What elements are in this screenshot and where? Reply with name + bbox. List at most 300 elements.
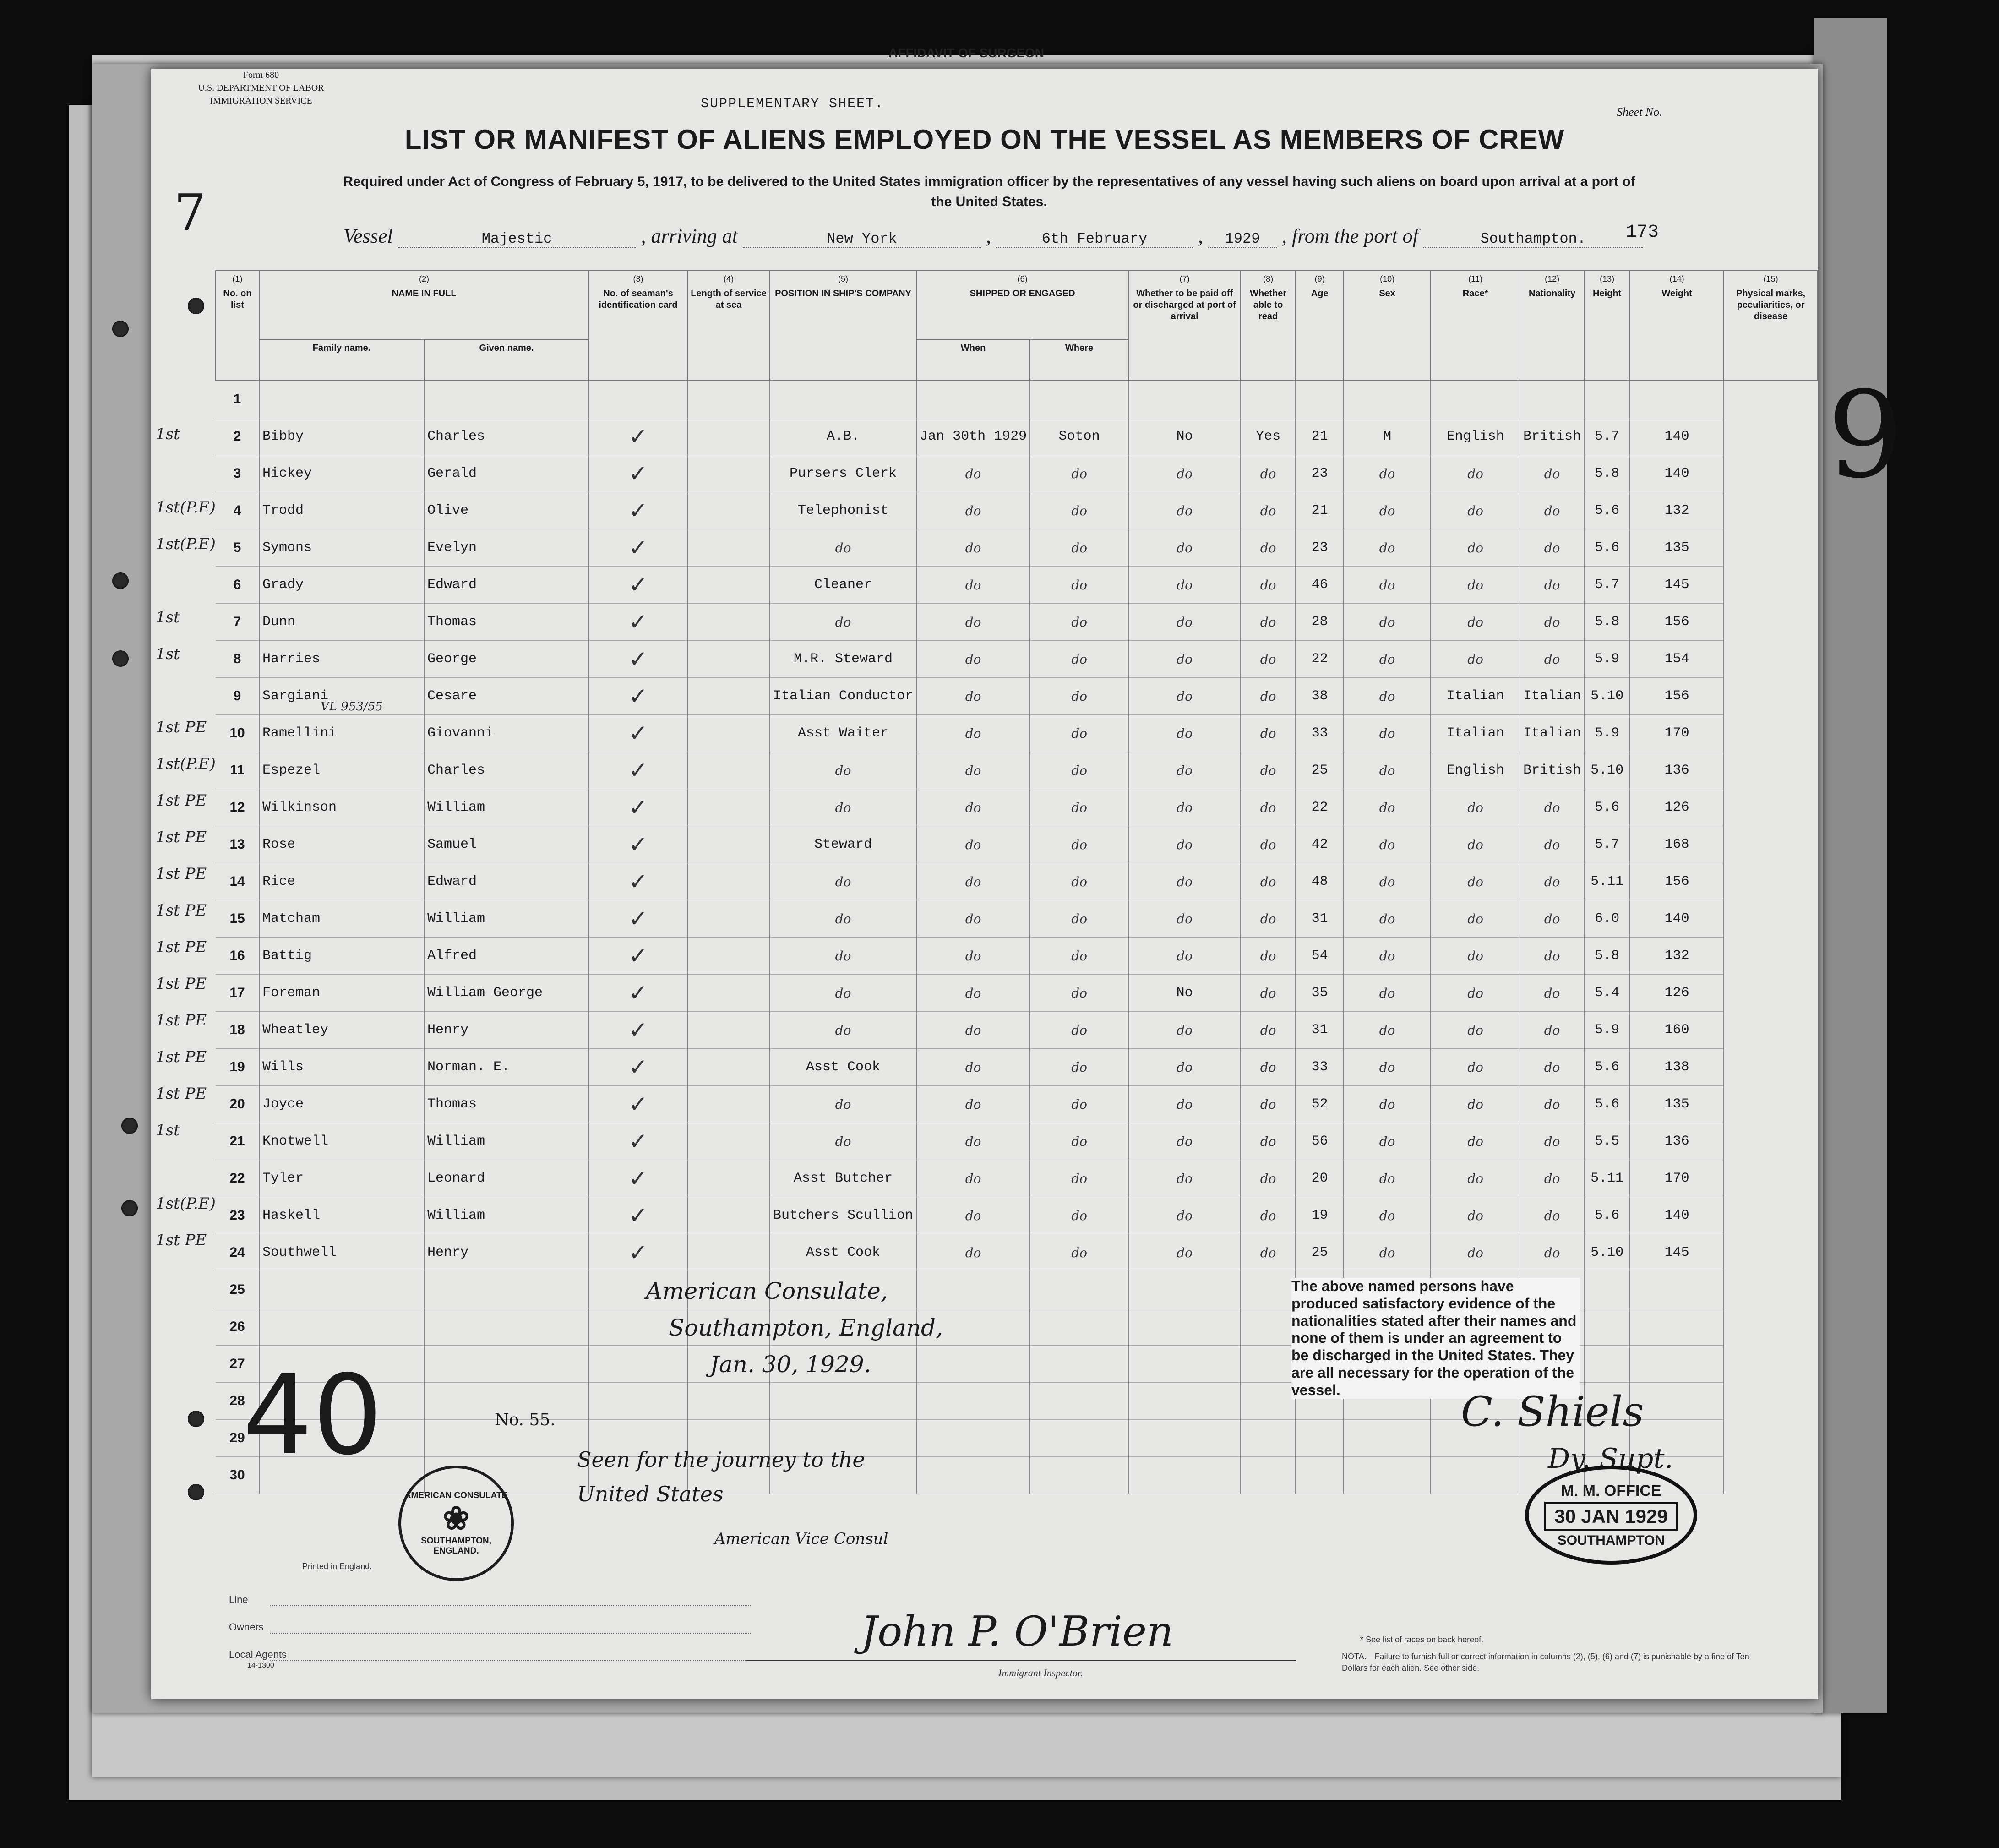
cell-age: 22 xyxy=(1296,641,1344,678)
binder-hole xyxy=(188,298,204,314)
cell-shipped-when: do xyxy=(916,1012,1030,1049)
cell-sex: do xyxy=(1344,529,1431,567)
cell-family-name: Dunn xyxy=(259,604,424,641)
cell-given-name: Charles xyxy=(424,418,589,455)
checkmark-icon: ✓ xyxy=(589,641,687,678)
cell-height xyxy=(1584,381,1630,418)
cell-able-to-read: do xyxy=(1241,604,1296,641)
cell-position: do xyxy=(770,789,916,826)
table-row xyxy=(216,418,1818,455)
cell-age xyxy=(1296,381,1344,418)
cell-family-name: Harries xyxy=(259,641,424,678)
table-row xyxy=(216,1234,1818,1271)
cell-able-to-read: do xyxy=(1241,455,1296,492)
cell-given-name: Giovanni xyxy=(424,715,589,752)
col-sex-header: (10) Sex xyxy=(1344,271,1431,381)
cell-given-name: Edward xyxy=(424,863,589,900)
cell-row-number: 30 xyxy=(216,1457,259,1494)
cell-family-name: Bibby xyxy=(259,418,424,455)
cell-position: Asst Cook xyxy=(770,1234,916,1271)
cell-row-number: 7 xyxy=(216,604,259,641)
cell-height: 5.10 xyxy=(1584,678,1630,715)
service-label: IMMIGRATION SERVICE xyxy=(210,96,312,106)
cell-height: 5.11 xyxy=(1584,863,1630,900)
cell-paid-off: do xyxy=(1128,826,1241,863)
vessel-label: Vessel xyxy=(343,225,393,247)
cell-weight: 156 xyxy=(1630,863,1724,900)
col-shipped-header: (6) SHIPPED OR ENGAGED xyxy=(916,271,1128,339)
cell-shipped-where: do xyxy=(1030,1160,1128,1197)
cell-height: 5.6 xyxy=(1584,492,1630,529)
cell-shipped-where: do xyxy=(1030,1234,1128,1271)
cell-age: 54 xyxy=(1296,938,1344,975)
cell-family-name: Southwell xyxy=(259,1234,424,1271)
cell-service-length xyxy=(687,789,770,826)
binder-hole xyxy=(112,650,129,667)
cell-height: 5.9 xyxy=(1584,641,1630,678)
cell-id-card-check xyxy=(589,381,687,418)
cell-position: Telephonist xyxy=(770,492,916,529)
col-name-header: (2) NAME IN FULL xyxy=(259,271,589,339)
cell-given-name: Thomas xyxy=(424,1086,589,1123)
cell-shipped-where: do xyxy=(1030,1049,1128,1086)
cell-weight: 126 xyxy=(1630,789,1724,826)
cell-family-name: Foreman xyxy=(259,975,424,1012)
cell-given-name: William xyxy=(424,1197,589,1234)
cell-age xyxy=(1296,1420,1344,1457)
margin-annotation: 1st PE xyxy=(156,1048,207,1066)
table-row xyxy=(216,455,1818,492)
consulate-stamp-bottom: SOUTHAMPTON, ENGLAND. xyxy=(421,1536,491,1556)
cell-age: 28 xyxy=(1296,604,1344,641)
cell-age xyxy=(1296,1457,1344,1494)
table-row xyxy=(216,678,1818,715)
cell-weight: 136 xyxy=(1630,1123,1724,1160)
cell-race: do xyxy=(1431,455,1520,492)
cell-family-name: Grady xyxy=(259,567,424,604)
cell-given-name: Norman. E. xyxy=(424,1049,589,1086)
cell-sex xyxy=(1344,381,1431,418)
cell-weight: 145 xyxy=(1630,1234,1724,1271)
from-label: , from the port of xyxy=(1281,225,1418,247)
cell-position: do xyxy=(770,1086,916,1123)
office-date-stamp xyxy=(1525,1466,1697,1565)
cell-family-name: Espezel xyxy=(259,752,424,789)
margin-annotation: 1st(P.E) xyxy=(156,755,216,773)
margin-annotation: 1st(P.E) xyxy=(156,535,216,553)
cell-shipped-when: do xyxy=(916,1197,1030,1234)
top-edge-text: AFFIDAVIT OF SURGEON xyxy=(888,46,1045,60)
checkmark-icon: ✓ xyxy=(589,752,687,789)
table-row xyxy=(216,938,1818,975)
cell-row-number: 1 xyxy=(216,381,259,418)
table-row xyxy=(216,1086,1818,1123)
cell-race: do xyxy=(1431,529,1520,567)
cell-race xyxy=(1431,1457,1520,1494)
cell-paid-off xyxy=(1128,1346,1241,1383)
cell-service-length xyxy=(687,1160,770,1197)
cell-family-name xyxy=(259,1271,424,1308)
cell-shipped-when: do xyxy=(916,715,1030,752)
margin-annotation: 1st(P.E) xyxy=(156,1194,216,1213)
cell-height: 5.10 xyxy=(1584,752,1630,789)
right-signature: C. Shiels xyxy=(1461,1388,1644,1436)
cell-shipped-when: do xyxy=(916,1049,1030,1086)
table-row xyxy=(216,975,1818,1012)
cell-given-name xyxy=(424,381,589,418)
cell-race: do xyxy=(1431,1197,1520,1234)
cell-shipped-where xyxy=(1030,381,1128,418)
cell-able-to-read: do xyxy=(1241,678,1296,715)
cell-able-to-read: do xyxy=(1241,529,1296,567)
cell-nationality: do xyxy=(1520,641,1584,678)
cell-shipped-when xyxy=(916,1420,1030,1457)
checkmark-icon: ✓ xyxy=(589,1012,687,1049)
cell-given-name: William George xyxy=(424,975,589,1012)
cell-position: Asst Butcher xyxy=(770,1160,916,1197)
cell-shipped-when: do xyxy=(916,678,1030,715)
cell-shipped-when: do xyxy=(916,975,1030,1012)
cell-service-length xyxy=(687,418,770,455)
printed-label: Printed in England. xyxy=(302,1562,372,1571)
cell-service-length xyxy=(687,938,770,975)
checkmark-icon: ✓ xyxy=(589,975,687,1012)
cell-given-name: Charles xyxy=(424,752,589,789)
cell-race: Italian xyxy=(1431,678,1520,715)
cell-row-number: 23 xyxy=(216,1197,259,1234)
cell-able-to-read: do xyxy=(1241,975,1296,1012)
checkmark-icon: ✓ xyxy=(589,492,687,529)
cell-able-to-read: do xyxy=(1241,1160,1296,1197)
form-identifier xyxy=(179,69,343,107)
cell-shipped-where: do xyxy=(1030,567,1128,604)
cell-height xyxy=(1584,1271,1630,1308)
cell-sex: do xyxy=(1344,455,1431,492)
cell-height: 5.6 xyxy=(1584,529,1630,567)
cell-height: 5.7 xyxy=(1584,567,1630,604)
cell-shipped-where xyxy=(1030,1308,1128,1346)
cell-service-length xyxy=(687,567,770,604)
cell-shipped-when: do xyxy=(916,900,1030,938)
cell-shipped-where: do xyxy=(1030,938,1128,975)
cell-height: 5.11 xyxy=(1584,1160,1630,1197)
cell-row-number: 22 xyxy=(216,1160,259,1197)
arrival-year: 1929 xyxy=(1208,230,1277,248)
cell-position: do xyxy=(770,863,916,900)
cell-weight: 136 xyxy=(1630,752,1724,789)
binder-hole xyxy=(188,1484,204,1500)
page-subtitle: Required under Act of Congress of February 5, 1917, to be delivered to the United States immigration officer by the representatives of any vessel having such aliens on board upon arrival at a port of the United States. xyxy=(343,174,1635,209)
cell-height xyxy=(1584,1346,1630,1383)
cell-position: do xyxy=(770,1012,916,1049)
cell-position: do xyxy=(770,752,916,789)
cell-sex xyxy=(1344,1457,1431,1494)
cell-family-name: Knotwell xyxy=(259,1123,424,1160)
cell-race: do xyxy=(1431,826,1520,863)
cell-nationality: Italian xyxy=(1520,715,1584,752)
cell-position: Butchers Scullion xyxy=(770,1197,916,1234)
checkmark-icon: ✓ xyxy=(589,826,687,863)
cell-age: 21 xyxy=(1296,418,1344,455)
department-label: U.S. DEPARTMENT OF LABOR xyxy=(198,83,324,93)
cell-shipped-where: do xyxy=(1030,826,1128,863)
col-read-header: (8) Whether able to read xyxy=(1241,271,1296,381)
cell-able-to-read: do xyxy=(1241,900,1296,938)
checkmark-icon: ✓ xyxy=(589,567,687,604)
cell-height: 5.7 xyxy=(1584,418,1630,455)
cell-weight: 135 xyxy=(1630,1086,1724,1123)
cell-service-length xyxy=(687,529,770,567)
table-row xyxy=(216,604,1818,641)
col-position-header: (5) POSITION IN SHIP'S COMPANY xyxy=(770,271,916,381)
cell-race: do xyxy=(1431,900,1520,938)
cell-position: Asst Cook xyxy=(770,1049,916,1086)
corner-mark: 7 xyxy=(174,183,206,242)
col-paid-off-header: (7) Whether to be paid off or discharged at port of arrival xyxy=(1128,271,1241,381)
cell-shipped-when xyxy=(916,1346,1030,1383)
cell-height: 5.6 xyxy=(1584,1049,1630,1086)
cell-shipped-where: do xyxy=(1030,492,1128,529)
cell-sex: do xyxy=(1344,678,1431,715)
cell-service-length xyxy=(687,1086,770,1123)
inspector-label: Immigrant Inspector. xyxy=(998,1667,1083,1679)
cell-given-name: Cesare xyxy=(424,678,589,715)
cell-nationality: British xyxy=(1520,752,1584,789)
cell-row-number: 26 xyxy=(216,1308,259,1346)
cell-service-length xyxy=(687,1123,770,1160)
cell-age: 56 xyxy=(1296,1123,1344,1160)
cell-row-number: 14 xyxy=(216,863,259,900)
cell-family-name: Trodd xyxy=(259,492,424,529)
cell-given-name: Edward xyxy=(424,567,589,604)
cell-race xyxy=(1431,381,1520,418)
cell-height: 5.8 xyxy=(1584,604,1630,641)
cell-weight: 140 xyxy=(1630,1197,1724,1234)
cell-row-number: 25 xyxy=(216,1271,259,1308)
cell-row-number: 28 xyxy=(216,1383,259,1420)
cell-shipped-where: do xyxy=(1030,1123,1128,1160)
cell-race: do xyxy=(1431,1012,1520,1049)
cell-weight: 154 xyxy=(1630,641,1724,678)
cell-row-number: 4 xyxy=(216,492,259,529)
cell-nationality: do xyxy=(1520,1197,1584,1234)
cell-race: do xyxy=(1431,492,1520,529)
checkmark-icon: ✓ xyxy=(589,455,687,492)
cell-height: 5.6 xyxy=(1584,1197,1630,1234)
cell-age: 19 xyxy=(1296,1197,1344,1234)
cell-sex: do xyxy=(1344,567,1431,604)
cell-shipped-where: do xyxy=(1030,529,1128,567)
checkmark-icon: ✓ xyxy=(589,1160,687,1197)
cell-weight: 170 xyxy=(1630,1160,1724,1197)
manifest-sheet xyxy=(151,69,1818,1699)
cell-row-number: 19 xyxy=(216,1049,259,1086)
nota-footnote: NOTA.—Failure to furnish full or correct information in columns (2), (5), (6) and (7) is punishable by a fine of Ten Dollars for each alien. See other side. xyxy=(1342,1652,1749,1673)
margin-annotation: 1st PE xyxy=(156,1085,207,1103)
cell-nationality: Italian xyxy=(1520,678,1584,715)
footer-owners-label: Owners xyxy=(229,1621,264,1633)
checkmark-icon: ✓ xyxy=(589,678,687,715)
table-row xyxy=(216,715,1818,752)
cell-position: do xyxy=(770,938,916,975)
table-row xyxy=(216,1012,1818,1049)
cell-sex xyxy=(1344,1420,1431,1457)
cell-row-number: 3 xyxy=(216,455,259,492)
cell-nationality: do xyxy=(1520,455,1584,492)
cell-shipped-when: do xyxy=(916,1086,1030,1123)
cell-able-to-read: do xyxy=(1241,1086,1296,1123)
cell-family-name xyxy=(259,1308,424,1346)
cell-weight: 132 xyxy=(1630,938,1724,975)
cell-shipped-where: do xyxy=(1030,752,1128,789)
footer-line-label: Line xyxy=(229,1594,248,1605)
cell-family-name: Rose xyxy=(259,826,424,863)
cell-family-name: Ramellini xyxy=(259,715,424,752)
cell-able-to-read xyxy=(1241,1457,1296,1494)
cell-race: English xyxy=(1431,418,1520,455)
cell-shipped-where: Soton xyxy=(1030,418,1128,455)
cell-paid-off: No xyxy=(1128,418,1241,455)
cell-family-name: Wills xyxy=(259,1049,424,1086)
cell-shipped-when xyxy=(916,1457,1030,1494)
cell-race: do xyxy=(1431,604,1520,641)
cell-sex: do xyxy=(1344,492,1431,529)
cell-paid-off: do xyxy=(1128,1197,1241,1234)
table-row xyxy=(216,529,1818,567)
checkmark-icon: ✓ xyxy=(589,900,687,938)
cell-sex: do xyxy=(1344,1086,1431,1123)
col-nationality-header: (12) Nationality xyxy=(1520,271,1584,381)
cell-shipped-where: do xyxy=(1030,641,1128,678)
cell-paid-off: do xyxy=(1128,678,1241,715)
cell-race: Italian xyxy=(1431,715,1520,752)
cell-height: 5.4 xyxy=(1584,975,1630,1012)
cell-age: 52 xyxy=(1296,1086,1344,1123)
cell-row-number: 20 xyxy=(216,1086,259,1123)
cell-shipped-when: do xyxy=(916,1234,1030,1271)
cell-family-name: Wilkinson xyxy=(259,789,424,826)
cell-given-name: William xyxy=(424,789,589,826)
cell-shipped-where: do xyxy=(1030,789,1128,826)
seen-note-line1: Seen for the journey to the xyxy=(577,1447,865,1472)
cell-position: A.B. xyxy=(770,418,916,455)
cell-race: do xyxy=(1431,1160,1520,1197)
cell-row-number: 24 xyxy=(216,1234,259,1271)
cell-able-to-read xyxy=(1241,1346,1296,1383)
cell-weight: 160 xyxy=(1630,1012,1724,1049)
cell-shipped-where xyxy=(1030,1383,1128,1420)
cell-able-to-read: do xyxy=(1241,1123,1296,1160)
table-row xyxy=(216,567,1818,604)
inspector-signature: John P. O'Brien xyxy=(861,1608,1174,1656)
cell-nationality: do xyxy=(1520,1123,1584,1160)
cell-service-length xyxy=(687,492,770,529)
cell-able-to-read: do xyxy=(1241,752,1296,789)
cell-height: 5.10 xyxy=(1584,1234,1630,1271)
cell-given-name: William xyxy=(424,1123,589,1160)
cell-service-length xyxy=(687,1383,770,1420)
cell-nationality: do xyxy=(1520,938,1584,975)
cell-sex: do xyxy=(1344,715,1431,752)
cell-service-length xyxy=(687,975,770,1012)
cell-weight: 140 xyxy=(1630,455,1724,492)
col-race-header: (11) Race* xyxy=(1431,271,1520,381)
checkmark-icon: ✓ xyxy=(589,604,687,641)
vessel-name: Majestic xyxy=(398,230,636,248)
cell-shipped-when: do xyxy=(916,1123,1030,1160)
cell-age: 23 xyxy=(1296,529,1344,567)
cell-service-length xyxy=(687,863,770,900)
cell-sex: do xyxy=(1344,1123,1431,1160)
cell-shipped-where: do xyxy=(1030,1012,1128,1049)
cell-service-length xyxy=(687,381,770,418)
side-number: 9 xyxy=(1827,366,1903,505)
departure-port: Southampton. xyxy=(1423,230,1643,248)
cell-height: 6.0 xyxy=(1584,900,1630,938)
checkmark-icon: ✓ xyxy=(589,715,687,752)
cell-sex: do xyxy=(1344,604,1431,641)
footer-agents-rule xyxy=(270,1660,751,1661)
cell-height: 5.9 xyxy=(1584,1012,1630,1049)
cell-family-name: Battig xyxy=(259,938,424,975)
cell-age: 20 xyxy=(1296,1160,1344,1197)
cell-nationality: do xyxy=(1520,1234,1584,1271)
cell-race: do xyxy=(1431,1049,1520,1086)
cell-height: 5.6 xyxy=(1584,789,1630,826)
cell-paid-off: do xyxy=(1128,529,1241,567)
cell-paid-off: do xyxy=(1128,900,1241,938)
cell-family-name: Hickey xyxy=(259,455,424,492)
margin-annotation: 1st PE xyxy=(156,1231,207,1249)
margin-annotation: 1st xyxy=(156,425,180,443)
cell-race: do xyxy=(1431,1086,1520,1123)
cell-able-to-read xyxy=(1241,1271,1296,1308)
cell-shipped-when: do xyxy=(916,938,1030,975)
cell-given-name xyxy=(424,1308,589,1346)
cell-nationality: do xyxy=(1520,975,1584,1012)
no-55-note: No. 55. xyxy=(495,1411,556,1429)
cell-weight: 135 xyxy=(1630,529,1724,567)
footer-agents-label: Local Agents xyxy=(229,1649,287,1660)
table-row xyxy=(216,1049,1818,1086)
cell-able-to-read: do xyxy=(1241,1049,1296,1086)
cell-family-name: Sargiani xyxy=(259,678,424,715)
cell-paid-off: do xyxy=(1128,1086,1241,1123)
binder-hole xyxy=(112,572,129,589)
cell-given-name: Alfred xyxy=(424,938,589,975)
cell-able-to-read: do xyxy=(1241,1197,1296,1234)
cell-given-name: Thomas xyxy=(424,604,589,641)
big-number-40: 40 xyxy=(243,1351,383,1479)
office-stamp-date: 30 JAN 1929 xyxy=(1544,1502,1678,1531)
cell-paid-off: do xyxy=(1128,1012,1241,1049)
cell-row-number: 29 xyxy=(216,1420,259,1457)
cell-position: Asst Waiter xyxy=(770,715,916,752)
cell-row-number: 5 xyxy=(216,529,259,567)
cell-family-name: Haskell xyxy=(259,1197,424,1234)
table-row xyxy=(216,789,1818,826)
cell-nationality: do xyxy=(1520,826,1584,863)
binder-hole xyxy=(112,321,129,337)
cell-age: 22 xyxy=(1296,789,1344,826)
cell-age: 31 xyxy=(1296,1012,1344,1049)
cell-able-to-read: do xyxy=(1241,492,1296,529)
cell-sex: do xyxy=(1344,826,1431,863)
office-stamp-bottom: SOUTHAMPTON xyxy=(1557,1532,1665,1548)
checkmark-icon: ✓ xyxy=(589,863,687,900)
cell-shipped-when: do xyxy=(916,567,1030,604)
cell-paid-off: do xyxy=(1128,938,1241,975)
